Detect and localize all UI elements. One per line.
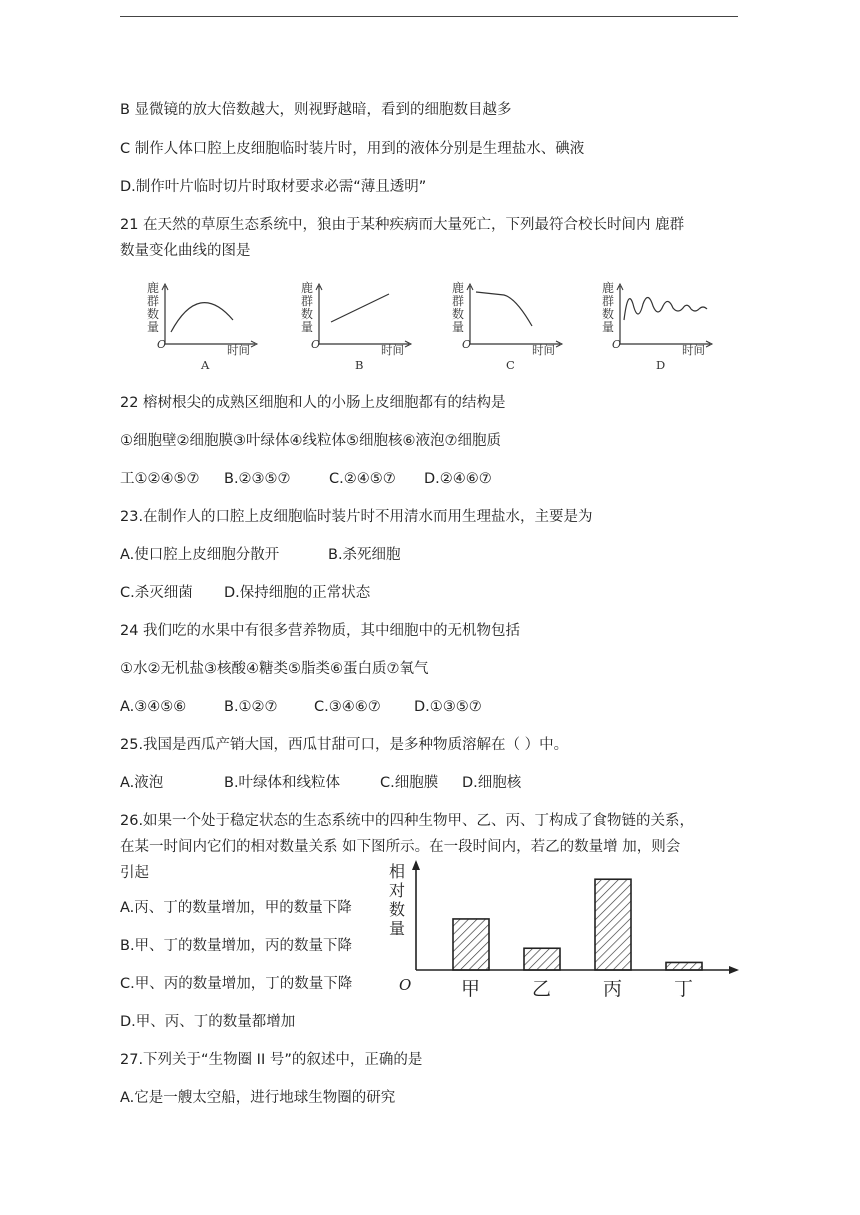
graph-caption: A [201, 358, 210, 372]
graph-x-label: 时间 [227, 343, 250, 357]
category-label: 丙 [603, 978, 623, 1000]
q24-option: A.③④⑤⑥ [120, 699, 187, 715]
q22-stem: 22 榕树根尖的成熟区细胞和人的小肠上皮细胞都有的结构是 [120, 395, 506, 411]
bar-丙 [595, 879, 631, 970]
bar-甲 [453, 919, 489, 970]
q24-options [120, 694, 750, 720]
category-label: 乙 [532, 978, 552, 1000]
q26-option-b: B.甲、丁的数量增加，丙的数量下降 [120, 938, 353, 954]
q21-stem-line2: 数量变化曲线的图是 [120, 243, 251, 259]
q26-stem-line2: 在某一时间内它们的相对数量关系 如下图所示。在一段时间内，若乙的数量增 加，则会 [120, 839, 681, 855]
q25-options [120, 770, 750, 796]
q26-stem-line3: 引起 [120, 865, 149, 881]
q20-option-b: B 显微镜的放大倍数越大，则视野越暗，看到的细胞数目越多 [120, 102, 512, 118]
q24-option: D.①③⑤⑦ [414, 699, 482, 715]
q23-option: A.使口腔上皮细胞分散开 [120, 547, 280, 563]
graph-origin: O [462, 338, 472, 351]
chart-y-label: 相对数量 [389, 862, 406, 938]
graph-x-label: 时间 [381, 343, 404, 357]
q22-option: B.②③⑤⑦ [224, 471, 291, 487]
graph-y-label: 鹿群数量 [452, 281, 465, 334]
chart-origin: O [399, 976, 412, 994]
graph-caption: C [506, 358, 515, 372]
q25-option: A.液泡 [120, 775, 164, 791]
bar-乙 [524, 948, 560, 970]
graph-x-label: 时间 [532, 343, 555, 357]
q24-stem: 24 我们吃的水果中有很多营养物质，其中细胞中的无机物包括 [120, 623, 521, 639]
q21-graph-a [143, 282, 263, 374]
graph-origin: O [311, 338, 321, 351]
q25-option: B.叶绿体和线粒体 [224, 775, 341, 791]
q22-option: D.②④⑥⑦ [424, 471, 492, 487]
q25-stem: 25.我国是西瓜产销大国，西瓜甘甜可口，是多种物质溶解在（ ）中。 [120, 737, 569, 753]
q26-option-d: D.甲、丙、丁的数量都增加 [120, 1014, 296, 1030]
q26-stem-line1: 26.如果一个处于稳定状态的生态系统中的四种生物甲、乙、丙、丁构成了食物链的关系， [120, 813, 695, 829]
q25-option: D.细胞核 [462, 775, 522, 791]
q23-options-row1 [120, 542, 750, 568]
category-label: 甲 [461, 978, 481, 1000]
q23-option: B.杀死细胞 [328, 547, 401, 563]
q23-stem: 23.在制作人的口腔上皮细胞临时装片时不用清水而用生理盐水，主要是为 [120, 509, 593, 525]
graph-caption: B [355, 358, 364, 372]
q27-stem: 27.下列关于“生物圈 II 号”的叙述中，正确的是 [120, 1052, 423, 1068]
q24-items: ①水②无机盐③核酸④糖类⑤脂类⑥蛋白质⑦氧气 [120, 661, 429, 677]
graph-origin: O [612, 338, 622, 351]
q20-option-d: D.制作叶片临时切片时取材要求必需“薄且透明” [120, 179, 427, 195]
q21-stem-line1: 21 在天然的草原生态系统中，狼由于某种疾病而大量死亡，下列最符合校长时间内 鹿群 [120, 217, 685, 233]
q26-option-c: C.甲、丙的数量增加，丁的数量下降 [120, 976, 353, 992]
graph-caption: D [656, 358, 666, 372]
q22-items: ①细胞壁②细胞膜③叶绿体④线粒体⑤细胞核⑥液泡⑦细胞质 [120, 433, 501, 449]
q22-option: 工①②④⑤⑦ [120, 471, 200, 487]
q21-graph-b [297, 282, 417, 374]
category-label: 丁 [674, 978, 694, 1000]
q21-graph-d [598, 282, 718, 374]
graph-origin: O [157, 338, 167, 351]
graph-y-label: 鹿群数量 [147, 281, 160, 334]
q24-option: C.③④⑥⑦ [314, 699, 381, 715]
q25-option: C.细胞膜 [380, 775, 439, 791]
graph-x-label: 时间 [682, 343, 705, 357]
q27-option-a: A.它是一艘太空船，进行地球生物圈的研究 [120, 1090, 396, 1106]
header-rule [120, 16, 738, 17]
q21-graph-c [448, 282, 568, 374]
q26-option-a: A.丙、丁的数量增加，甲的数量下降 [120, 900, 352, 916]
q23-option: C.杀灭细菌 [120, 585, 193, 601]
q20-option-c: C 制作人体口腔上皮细胞临时装片时，用到的液体分别是生理盐水、碘液 [120, 141, 585, 157]
graph-y-label: 鹿群数量 [602, 281, 615, 334]
q24-option: B.①②⑦ [224, 699, 278, 715]
q23-option: D.保持细胞的正常状态 [224, 585, 371, 601]
q22-options [120, 466, 750, 492]
q22-option: C.②④⑤⑦ [329, 471, 396, 487]
q23-options-row2 [120, 580, 750, 606]
graph-y-label: 鹿群数量 [301, 281, 314, 334]
q26-bar-chart [385, 858, 745, 998]
bar-丁 [666, 962, 702, 970]
